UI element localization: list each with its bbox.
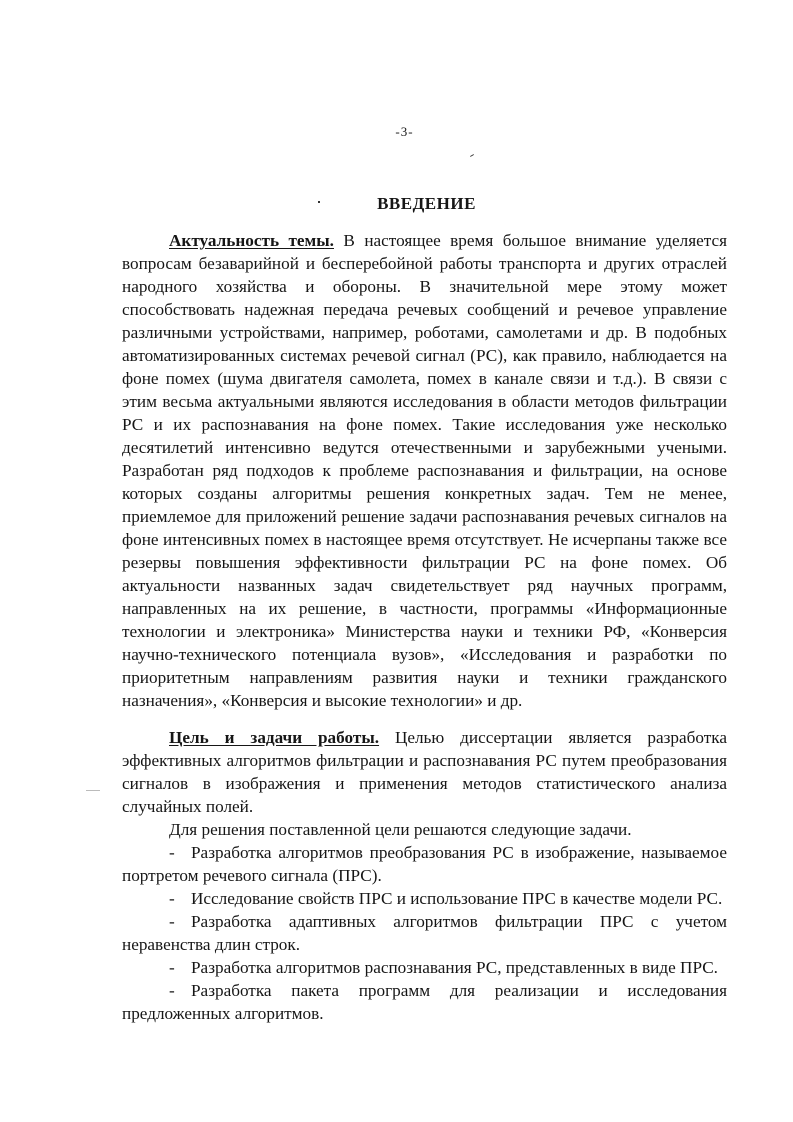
scan-speck [470,154,474,157]
list-item [122,979,727,1025]
list-dash: - [169,889,175,908]
scan-speck [86,790,100,791]
list-dash: - [169,843,175,862]
task-text: Разработка пакета программ для реализации и исследования предложенных алгоритмов. [122,981,727,1023]
page-number: -3- [395,124,414,139]
list-dash: - [169,958,175,977]
list-dash: - [169,912,175,931]
list-item [122,841,727,887]
scan-speck [318,201,320,203]
relevance-paragraph [122,229,727,712]
list-item [122,910,727,956]
relevance-section [122,229,727,712]
task-text: Разработка алгоритмов распознавания РС, представленных в виде ПРС. [191,958,718,977]
goals-section [122,726,727,1025]
section-title: ВВЕДЕНИЕ [377,194,476,213]
relevance-text: В настоящее время большое внимание уделяется вопросам безаварийной и бесперебойной работы транспорта и других отраслей народного хозяйства и обороны. В значительной мере этому может способствовать надежная передача речевых сообщений и речевое управление различными устройствами, например, роботами, самолетами и др. В подобных автоматизированных системах речевой сигнал (РС), как правило, наблюдается на фоне помех (шума двигателя самолета, помех в канале связи и т.д.). В связи с этим весьма актуальными являются исследования в области методов фильтрации РС и их распознавания на фоне помех. Такие исследования уже несколько десятилетий интенсивно ведутся отечественными и зарубежными учеными. Разработан ряд подходов к проблеме распознавания и фильтрации, на основе которых созданы алгоритмы решения конкретных задач. Тем не менее, приемлемое для приложений решение задачи распознавания речевых сигналов на фоне интенсивных помех в настоящее время отсутствует. Не исчерпаны также все резервы повышения эффективности фильтрации РС на фоне помех. Об актуальности названных задач свидетельствует ряд научных программ, направленных на их решение, в частности, программы «Информационные технологии и электроника» Министерства науки и техники РФ, «Конверсия научно-технического потенциала вузов», «Исследования и разработки по приоритетным направлениям развития науки и техники гражданского назначения», «Конверсия и высокие технологии» и др. [122,231,728,710]
task-text: Исследование свойств ПРС и использование ПРС в качестве модели РС. [191,889,723,908]
goals-heading: Цель и задачи работы. [169,728,380,747]
relevance-heading: Актуальность темы. [169,231,334,250]
task-text: Разработка адаптивных алгоритмов фильтрации ПРС с учетом неравенства длин строк. [122,912,727,954]
task-text: Разработка алгоритмов преобразования РС в изображение, называемое портретом речевого сигнала (ПРС). [122,843,727,885]
tasks-intro: Для решения поставленной цели решаются следующие задачи. [169,820,632,839]
list-item [122,956,727,979]
list-dash: - [169,981,175,1000]
goals-text: Целью диссертации является разработка эффективных алгоритмов фильтрации и распознавания РС путем преобразования сигналов в изображения и применения методов статистического анализа случайных полей. [122,728,727,816]
goals-paragraph [122,726,727,818]
list-item [122,887,727,910]
